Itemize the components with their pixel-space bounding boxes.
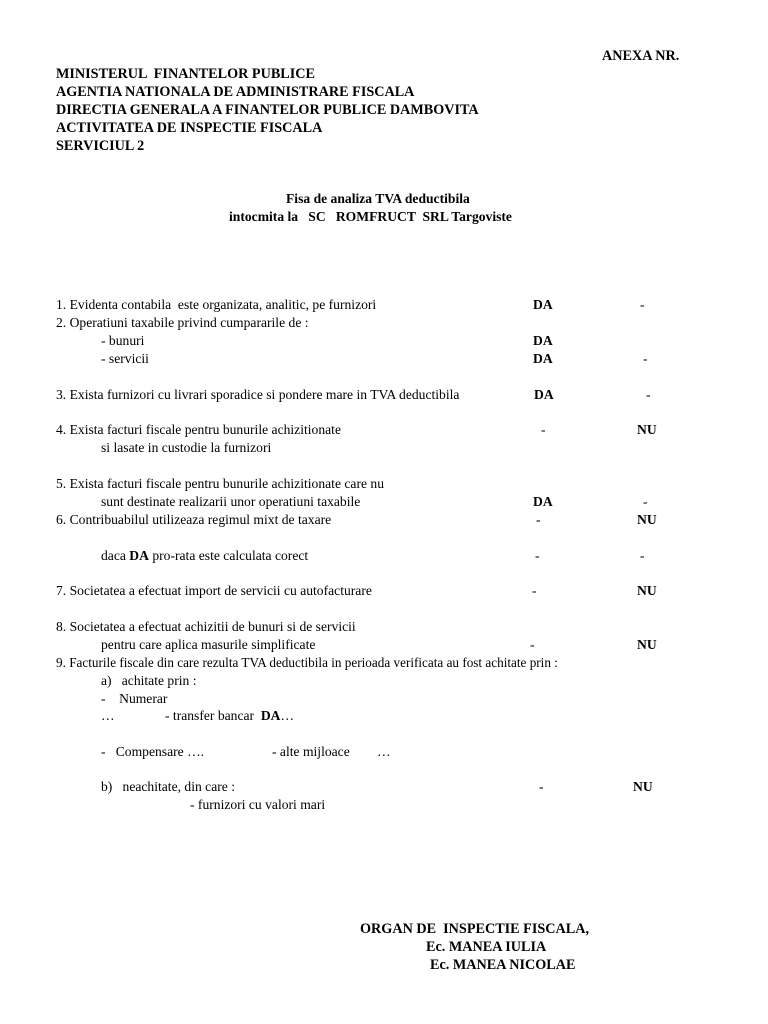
- item-7-text: 7. Societatea a efectuat import de servicii cu autofacturare: [56, 583, 372, 598]
- document-title: Fisa de analiza TVA deductibila: [286, 191, 470, 206]
- item-6-prorata-da: -: [535, 548, 540, 563]
- item-9a-numerar: - Numerar: [101, 691, 168, 706]
- signature-name-2: Ec. MANEA NICOLAE: [430, 957, 576, 973]
- item-9b-nu: NU: [633, 779, 653, 794]
- item-9b-da: -: [539, 779, 544, 794]
- item-9a-transfer-text: - transfer bancar: [165, 708, 261, 723]
- document-subtitle: intocmita la SC ROMFRUCT SRL Targoviste: [229, 209, 512, 224]
- item-6-prorata-text: [101, 548, 308, 564]
- item-2-servicii: - servicii: [101, 351, 149, 366]
- item-5-text: 5. Exista facturi fiscale pentru bunurile achizitionate care nu: [56, 476, 384, 491]
- item-1-text: 1. Evidenta contabila este organizata, analitic, pe furnizori: [56, 297, 377, 312]
- item-9a-dots: …: [101, 708, 115, 723]
- item-7-nu: NU: [637, 583, 657, 598]
- item-9a-alte-dots: …: [377, 744, 391, 759]
- header-line-3: DIRECTIA GENERALA A FINANTELOR PUBLICE DAMBOVITA: [56, 102, 479, 118]
- item-9-text: 9. Facturile fiscale din care rezulta TVA deductibila in perioada verificata au fost achitate prin :: [56, 655, 558, 670]
- item-6-prorata-nu: -: [640, 548, 645, 563]
- header-line-5: SERVICIUL 2: [56, 138, 145, 154]
- item-2-servicii-nu: -: [643, 351, 648, 366]
- item-6-text: 6. Contribuabilul utilizeaza regimul mixt de taxare: [56, 512, 332, 527]
- item-9a-transfer: [165, 708, 294, 724]
- item-2-servicii-da: DA: [533, 351, 553, 366]
- annex-label: ANEXA NR.: [602, 48, 680, 64]
- item-9a-label: a) achitate prin :: [101, 673, 197, 688]
- item-9b-furnizori: - furnizori cu valori mari: [190, 797, 326, 812]
- item-3-da: DA: [534, 387, 554, 402]
- signature-organ: ORGAN DE INSPECTIE FISCALA,: [360, 921, 590, 937]
- item-6-prorata-prefix: daca: [101, 548, 130, 563]
- header-line-4: ACTIVITATEA DE INSPECTIE FISCALA: [56, 120, 323, 136]
- item-9a-transfer-suffix: …: [280, 708, 295, 723]
- item-4-nu: NU: [637, 422, 657, 437]
- item-2-text: 2. Operatiuni taxabile privind cumpararile de :: [56, 315, 309, 330]
- item-6-prorata-suffix: pro-rata este calculata corect: [148, 548, 309, 563]
- header-line-1: MINISTERUL FINANTELOR PUBLICE: [56, 66, 315, 82]
- item-8-nu: NU: [637, 637, 657, 652]
- item-4-text-cont: si lasate in custodie la furnizori: [101, 440, 272, 455]
- item-5-text-cont: sunt destinate realizarii unor operatiuni taxabile: [101, 494, 361, 509]
- item-8-da: -: [530, 637, 535, 652]
- item-9a-alte-mijloace: - alte mijloace: [272, 744, 350, 759]
- item-7-da: -: [532, 583, 537, 598]
- item-6-da: -: [536, 512, 541, 527]
- item-4-da: -: [541, 422, 546, 437]
- item-9b-label: b) neachitate, din care :: [101, 779, 235, 794]
- item-5-da: DA: [533, 494, 553, 509]
- item-9a-compensare: - Compensare ….: [101, 744, 205, 759]
- item-1-da: DA: [533, 297, 553, 312]
- item-8-text-cont: pentru care aplica masurile simplificate: [101, 637, 316, 652]
- signature-name-1: Ec. MANEA IULIA: [426, 939, 547, 955]
- header-line-2: AGENTIA NATIONALA DE ADMINISTRARE FISCALA: [56, 84, 415, 100]
- item-5-nu: -: [643, 494, 648, 509]
- item-3-text: 3. Exista furnizori cu livrari sporadice si pondere mare in TVA deductibila: [56, 387, 460, 402]
- item-2-bunuri-da: DA: [533, 333, 553, 348]
- item-9a-transfer-da: DA: [260, 708, 281, 723]
- item-6-prorata-bold: DA: [129, 548, 149, 563]
- item-1-nu: -: [640, 297, 645, 312]
- item-4-text: 4. Exista facturi fiscale pentru bunurile achizitionate: [56, 422, 341, 437]
- item-6-nu: NU: [637, 512, 657, 527]
- item-3-nu: -: [646, 387, 651, 402]
- item-8-text: 8. Societatea a efectuat achizitii de bunuri si de servicii: [56, 619, 356, 634]
- item-2-bunuri: - bunuri: [101, 333, 145, 348]
